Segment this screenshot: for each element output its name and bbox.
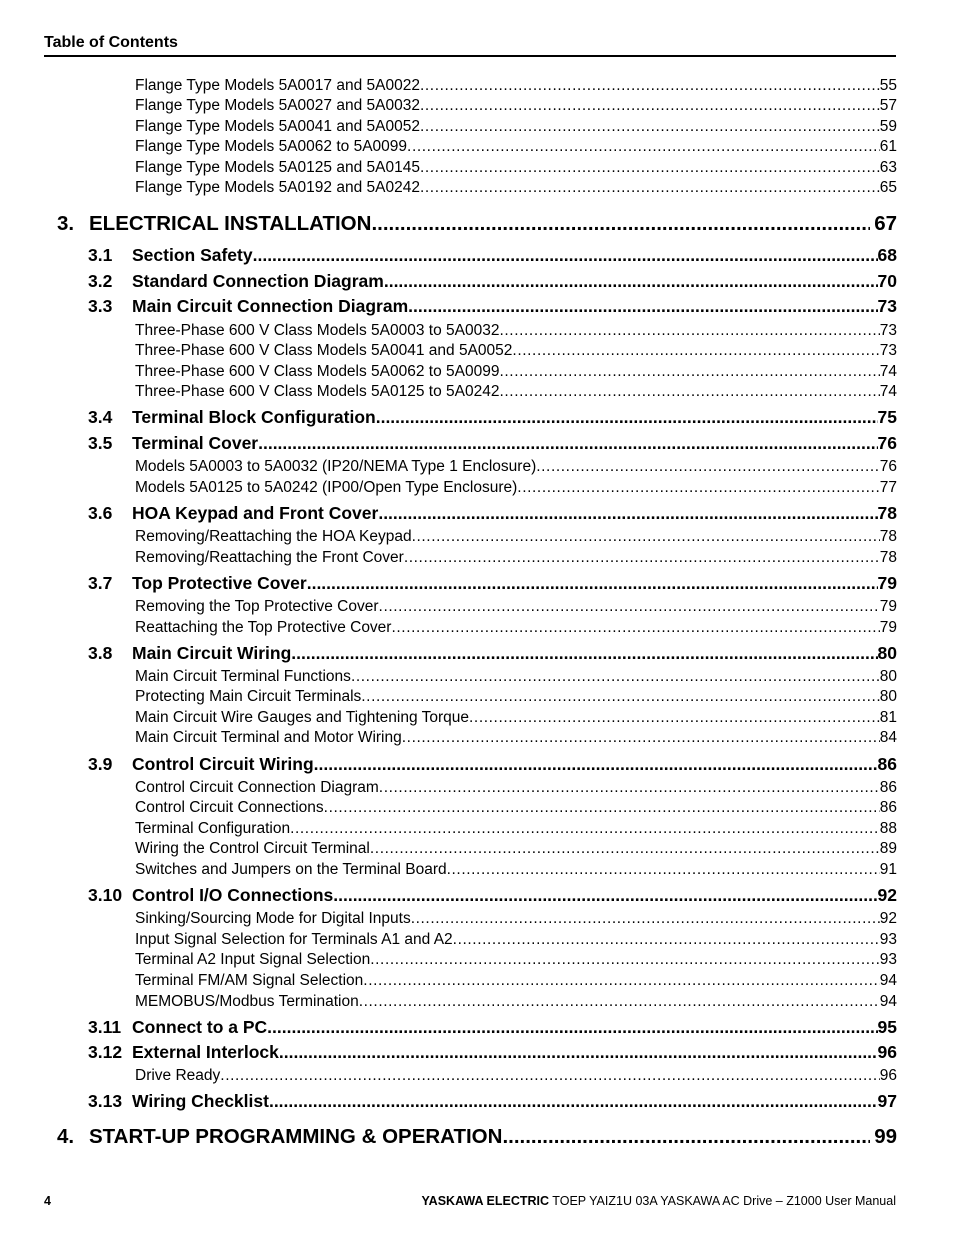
chapter-title: ELECTRICAL INSTALLATION xyxy=(89,212,372,235)
chapter-page: 67 xyxy=(874,212,897,235)
toc-entry[interactable] xyxy=(135,729,897,747)
section-page: 86 xyxy=(877,754,897,774)
toc-entry[interactable] xyxy=(135,931,897,949)
leader-dots xyxy=(279,1042,878,1063)
leader-dots xyxy=(404,549,880,567)
toc-entry-label: Terminal FM/AM Signal Selection xyxy=(135,972,364,989)
leader-dots xyxy=(453,931,880,949)
toc-entry-label: Control Circuit Connection Diagram xyxy=(135,779,379,796)
toc-entry-page: 89 xyxy=(879,840,897,857)
toc-entry-label: Flange Type Models 5A0125 and 5A0145 xyxy=(135,159,420,176)
toc-entry-label: Flange Type Models 5A0192 and 5A0242 xyxy=(135,179,420,196)
toc-entry-page: 80 xyxy=(879,668,897,685)
toc-entry-label: Models 5A0003 to 5A0032 (IP20/NEMA Type 1 Enclosure) xyxy=(135,458,537,475)
toc-entry[interactable] xyxy=(135,138,897,156)
section-title: Control I/O Connections xyxy=(132,885,334,905)
toc-entry-label: Removing the Top Protective Cover xyxy=(135,598,379,615)
leader-dots xyxy=(370,951,880,969)
leader-dots xyxy=(220,1067,879,1085)
leader-dots xyxy=(536,458,880,476)
toc-entry[interactable] xyxy=(135,97,897,115)
section-number: 3.7 xyxy=(88,573,113,593)
toc-entry[interactable] xyxy=(135,910,897,928)
leader-dots xyxy=(512,342,879,360)
toc-entry[interactable] xyxy=(135,1067,897,1085)
leader-dots xyxy=(391,619,879,637)
toc-entry-page: 76 xyxy=(879,458,897,475)
toc-entry[interactable] xyxy=(135,840,897,858)
leader-dots xyxy=(267,1017,877,1038)
leader-dots xyxy=(371,212,870,236)
leader-dots xyxy=(379,779,880,797)
leader-dots xyxy=(376,407,878,428)
section-page: 97 xyxy=(877,1091,897,1111)
footer-brand: YASKAWA ELECTRIC xyxy=(421,1194,550,1208)
leader-dots xyxy=(363,972,879,990)
leader-dots xyxy=(379,598,880,616)
section-title: Top Protective Cover xyxy=(132,573,307,593)
toc-entry-page: 94 xyxy=(879,993,897,1010)
section-title: Section Safety xyxy=(132,245,253,265)
leader-dots xyxy=(420,97,880,115)
toc-entry-page: 80 xyxy=(879,688,897,705)
toc-entry-page: 96 xyxy=(879,1067,897,1084)
leader-dots xyxy=(253,245,878,266)
section-number: 3.5 xyxy=(88,433,113,453)
toc-entry[interactable] xyxy=(135,118,897,136)
leader-dots xyxy=(378,503,877,524)
chapter-number: 3. xyxy=(57,212,75,235)
section-page: 79 xyxy=(877,573,897,593)
section-title: HOA Keypad and Front Cover xyxy=(132,503,379,523)
toc-entry[interactable] xyxy=(135,528,897,546)
toc-section-3-13[interactable] xyxy=(88,1091,897,1112)
toc-section-3-10[interactable] xyxy=(88,885,897,906)
toc-section-3-11[interactable] xyxy=(88,1017,897,1038)
leader-dots xyxy=(291,643,877,664)
leader-dots xyxy=(502,1125,870,1149)
section-page: 70 xyxy=(877,271,897,291)
leader-dots xyxy=(420,179,880,197)
section-number: 3.13 xyxy=(88,1091,123,1111)
toc-entry-label: Three-Phase 600 V Class Models 5A0125 to 5A0242 xyxy=(135,383,500,400)
section-page: 73 xyxy=(877,296,897,316)
toc-entry[interactable] xyxy=(135,951,897,969)
toc-entry-label: Terminal A2 Input Signal Selection xyxy=(135,951,371,968)
toc-entry-label: Removing/Reattaching the Front Cover xyxy=(135,549,404,566)
leader-dots xyxy=(361,688,879,706)
section-title: Terminal Block Configuration xyxy=(132,407,376,427)
toc-entry[interactable] xyxy=(135,77,897,95)
toc-entry[interactable] xyxy=(135,342,897,360)
leader-dots xyxy=(420,159,880,177)
section-title: External Interlock xyxy=(132,1042,279,1062)
section-title: Main Circuit Wiring xyxy=(132,643,292,663)
toc-entry[interactable] xyxy=(135,383,897,401)
toc-entry[interactable] xyxy=(135,688,897,706)
toc-entry-label: Protecting Main Circuit Terminals xyxy=(135,688,362,705)
toc-entry-page: 81 xyxy=(879,709,897,726)
leader-dots xyxy=(469,709,880,727)
section-number: 3.9 xyxy=(88,754,113,774)
toc-entry-page: 92 xyxy=(879,910,897,927)
section-page: 92 xyxy=(877,885,897,905)
toc-entry-label: Three-Phase 600 V Class Models 5A0041 and 5A0052 xyxy=(135,342,513,359)
toc-section-3-8[interactable] xyxy=(88,643,897,664)
leader-dots xyxy=(314,754,878,775)
section-number: 3.12 xyxy=(88,1042,123,1062)
toc-entry-label: Main Circuit Wire Gauges and Tightening Torque xyxy=(135,709,469,726)
leader-dots xyxy=(411,910,880,928)
footer-doc-text: TOEP YAIZ1U 03A YASKAWA AC Drive – Z1000 User Manual xyxy=(549,1194,896,1208)
toc-entry-page: 73 xyxy=(879,342,897,359)
section-number: 3.6 xyxy=(88,503,113,523)
section-number: 3.4 xyxy=(88,407,113,427)
toc-entry-label: Wiring the Control Circuit Terminal xyxy=(135,840,370,857)
leader-dots xyxy=(407,138,880,156)
toc-entry[interactable] xyxy=(135,549,897,567)
toc-entry[interactable] xyxy=(135,159,897,177)
toc-entry[interactable] xyxy=(135,861,897,879)
toc-entry-label: Main Circuit Terminal and Motor Wiring xyxy=(135,729,402,746)
toc-entry-label: MEMOBUS/Modbus Termination xyxy=(135,993,359,1010)
toc-entry-label: Flange Type Models 5A0027 and 5A0032 xyxy=(135,97,420,114)
toc-entry[interactable] xyxy=(135,820,897,838)
section-page: 80 xyxy=(877,643,897,663)
toc-entry-page: 78 xyxy=(879,549,897,566)
toc-entry-label: Flange Type Models 5A0062 to 5A0099 xyxy=(135,138,408,155)
section-number: 3.11 xyxy=(88,1017,122,1037)
toc-entry-page: 93 xyxy=(879,931,897,948)
toc-entry[interactable] xyxy=(135,322,897,340)
toc-entry-page: 77 xyxy=(879,479,897,496)
toc-entry-page: 86 xyxy=(879,799,897,816)
toc-entry[interactable] xyxy=(135,179,897,197)
toc-entry-page: 74 xyxy=(879,383,897,400)
toc-section-3-3[interactable] xyxy=(88,296,897,317)
toc-section-3-4[interactable] xyxy=(88,407,897,428)
section-number: 3.8 xyxy=(88,643,113,663)
toc-entry-page: 79 xyxy=(879,598,897,615)
toc-entry-label: Reattaching the Top Protective Cover xyxy=(135,619,392,636)
section-page: 96 xyxy=(877,1042,897,1062)
section-title: Wiring Checklist xyxy=(132,1091,269,1111)
section-page: 76 xyxy=(877,433,897,453)
toc-entry-page: 91 xyxy=(879,861,897,878)
footer-document-info xyxy=(421,1194,896,1208)
toc-entry-label: Models 5A0125 to 5A0242 (IP00/Open Type Enclosure) xyxy=(135,479,518,496)
toc-entry-page: 61 xyxy=(879,138,897,155)
chapter-page: 99 xyxy=(874,1125,897,1148)
toc-section-3-5[interactable] xyxy=(88,433,897,454)
toc-entry-page: 57 xyxy=(879,97,897,114)
toc-entry-label: Sinking/Sourcing Mode for Digital Inputs xyxy=(135,910,411,927)
toc-entry-page: 84 xyxy=(879,729,897,746)
toc-entry[interactable] xyxy=(135,709,897,727)
toc-entry-label: Removing/Reattaching the HOA Keypad xyxy=(135,528,412,545)
leader-dots xyxy=(269,1091,878,1112)
leader-dots xyxy=(324,799,880,817)
leader-dots xyxy=(408,296,877,317)
toc-entry[interactable] xyxy=(135,458,897,476)
leader-dots xyxy=(447,861,880,879)
chapter-number: 4. xyxy=(57,1125,75,1148)
toc-entry-label: Switches and Jumpers on the Terminal Board xyxy=(135,861,447,878)
toc-entry[interactable] xyxy=(135,479,897,497)
section-title: Terminal Cover xyxy=(132,433,259,453)
toc-entry-page: 88 xyxy=(879,820,897,837)
toc-entry-label: Three-Phase 600 V Class Models 5A0003 to 5A0032 xyxy=(135,322,500,339)
page-header-title: Table of Contents xyxy=(44,34,178,51)
chapter-title: START-UP PROGRAMMING & OPERATION xyxy=(89,1125,503,1148)
toc-section-3-12[interactable] xyxy=(88,1042,897,1063)
leader-dots xyxy=(307,573,878,594)
leader-dots xyxy=(412,528,880,546)
section-title: Main Circuit Connection Diagram xyxy=(132,296,409,316)
toc-entry-page: 65 xyxy=(879,179,897,196)
toc-entry[interactable] xyxy=(135,363,897,381)
toc-chapter-4[interactable] xyxy=(57,1125,897,1149)
leader-dots xyxy=(420,77,880,95)
leader-dots xyxy=(290,820,880,838)
toc-section-3-9[interactable] xyxy=(88,754,897,775)
toc-entry-label: Flange Type Models 5A0041 and 5A0052 xyxy=(135,118,420,135)
leader-dots xyxy=(370,840,880,858)
toc-section-3-7[interactable] xyxy=(88,573,897,594)
toc-entry-page: 74 xyxy=(879,363,897,380)
toc-entry[interactable] xyxy=(135,668,897,686)
toc-entry[interactable] xyxy=(135,799,897,817)
toc-entry-label: Terminal Configuration xyxy=(135,820,291,837)
toc-entry-page: 78 xyxy=(879,528,897,545)
leader-dots xyxy=(333,885,877,906)
toc-chapter-3[interactable] xyxy=(57,212,897,236)
section-number: 3.1 xyxy=(88,245,113,265)
section-title: Control Circuit Wiring xyxy=(132,754,314,774)
leader-dots xyxy=(351,668,880,686)
section-number: 3.2 xyxy=(88,271,113,291)
toc-section-3-6[interactable] xyxy=(88,503,897,524)
leader-dots xyxy=(402,729,880,747)
toc-entry-label: Main Circuit Terminal Functions xyxy=(135,668,351,685)
toc-entry-label: Input Signal Selection for Terminals A1 and A2 xyxy=(135,931,453,948)
toc-entry-page: 93 xyxy=(879,951,897,968)
section-title: Connect to a PC xyxy=(132,1017,268,1037)
toc-entry[interactable] xyxy=(135,993,897,1011)
leader-dots xyxy=(258,433,877,454)
toc-entry-label: Control Circuit Connections xyxy=(135,799,324,816)
leader-dots xyxy=(384,271,878,292)
leader-dots xyxy=(359,993,880,1011)
toc-entry-page: 59 xyxy=(879,118,897,135)
toc-entry[interactable] xyxy=(135,972,897,990)
leader-dots xyxy=(420,118,880,136)
toc-entry[interactable] xyxy=(135,598,897,616)
toc-entry[interactable] xyxy=(135,779,897,797)
toc-entry-label: Flange Type Models 5A0017 and 5A0022 xyxy=(135,77,420,94)
section-page: 78 xyxy=(877,503,897,523)
toc-section-3-1[interactable] xyxy=(88,245,897,266)
toc-entry-page: 86 xyxy=(879,779,897,796)
toc-entry-page: 94 xyxy=(879,972,897,989)
toc-entry-page: 63 xyxy=(879,159,897,176)
leader-dots xyxy=(517,479,879,497)
section-number: 3.3 xyxy=(88,296,113,316)
leader-dots xyxy=(499,322,879,340)
leader-dots xyxy=(499,383,879,401)
toc-entry[interactable] xyxy=(135,619,897,637)
toc-entry-page: 55 xyxy=(879,77,897,94)
section-number: 3.10 xyxy=(88,885,123,905)
section-page: 75 xyxy=(877,407,897,427)
toc-entry-label: Three-Phase 600 V Class Models 5A0062 to 5A0099 xyxy=(135,363,500,380)
toc-entry-page: 73 xyxy=(879,322,897,339)
section-page: 95 xyxy=(877,1017,897,1037)
toc-section-3-2[interactable] xyxy=(88,271,897,292)
section-page: 68 xyxy=(877,245,897,265)
header-divider xyxy=(44,55,896,57)
leader-dots xyxy=(499,363,879,381)
toc-entry-label: Drive Ready xyxy=(135,1067,221,1084)
section-title: Standard Connection Diagram xyxy=(132,271,384,291)
toc-entry-page: 79 xyxy=(879,619,897,636)
footer-page-number: 4 xyxy=(44,1194,51,1208)
